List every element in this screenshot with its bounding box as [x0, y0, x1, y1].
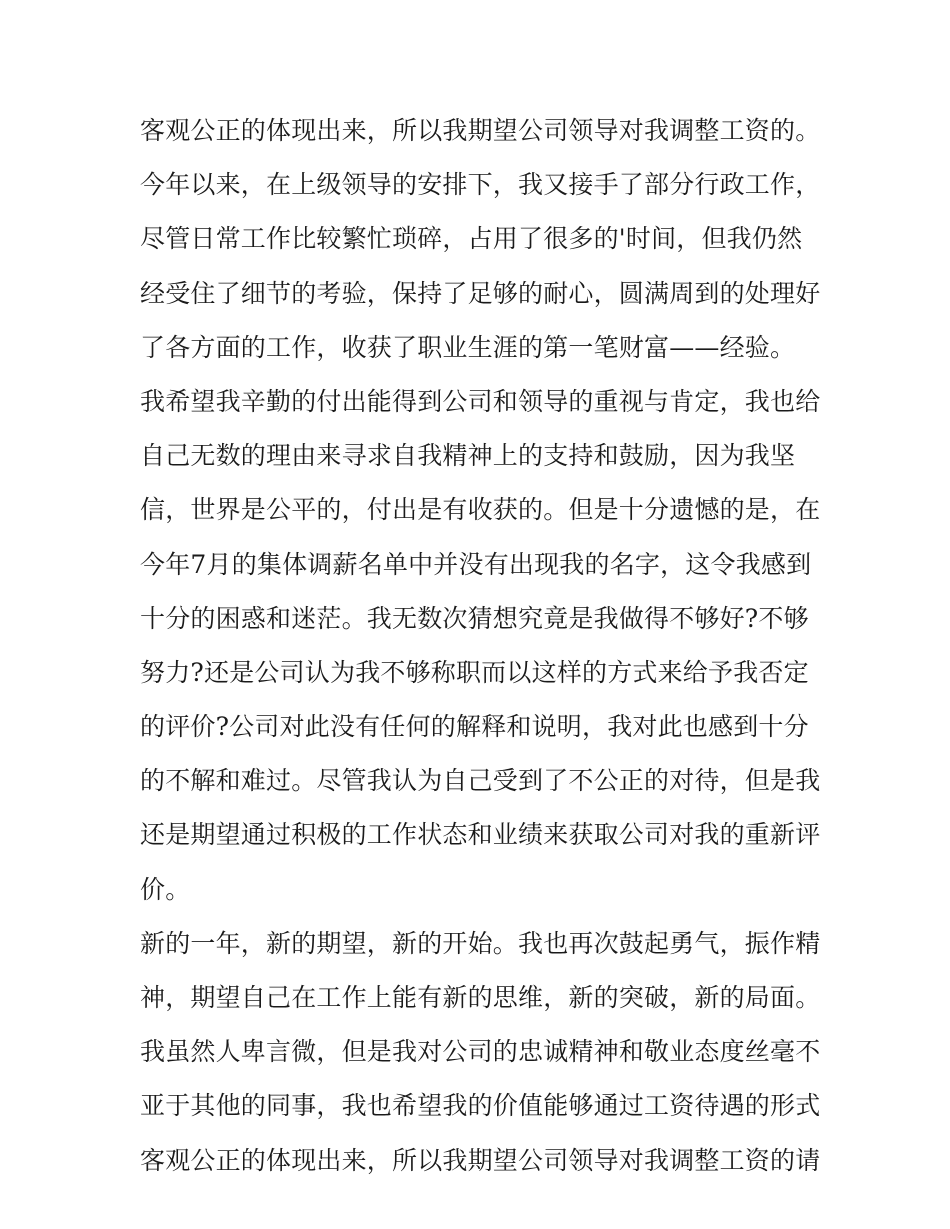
text-line: 我虽然人卑言微，但是我对公司的忠诚精神和敬业态度丝毫不 [140, 1037, 821, 1067]
text-line: 尽管日常工作比较繁忙琐碎，占用了很多的'时间，但我仍然 [140, 224, 803, 254]
text-line: 亚于其他的同事，我也希望我的价值能够通过工资待遇的形式 [140, 1091, 821, 1121]
text-line: 努力?还是公司认为我不够称职而以这样的方式来给予我否定 [140, 657, 809, 687]
text-line: 客观公正的体现出来，所以我期望公司领导对我调整工资的请 [140, 1145, 821, 1175]
text-line: 今年以来，在上级领导的安排下，我又接手了部分行政工作， [140, 170, 821, 200]
text-line: 今年7月的集体调薪名单中并没有出现我的名字，这令我感到 [140, 549, 812, 579]
text-line: 还是期望通过积极的工作状态和业绩来获取公司对我的重新评 [140, 820, 821, 850]
text-line: 客观公正的体现出来，所以我期望公司领导对我调整工资的。 [140, 116, 821, 145]
text-line: 的不解和难过。尽管我认为自己受到了不公正的对待，但是我 [140, 766, 821, 796]
text-line: 十分的困惑和迷茫。我无数次猜想究竟是我做得不够好?不够 [140, 603, 809, 633]
body-text [140, 104, 830, 1188]
text-line: 神，期望自己在工作上能有新的思维，新的突破，新的局面。 [140, 983, 821, 1012]
text-line: 信，世界是公平的，付出是有收获的。但是十分遗憾的是，在 [140, 495, 821, 525]
text-line: 的评价?公司对此没有任何的解释和说明，我对此也感到十分 [140, 712, 809, 742]
text-line: 了各方面的工作，收获了职业生涯的第一笔财富——经验。 [140, 332, 796, 362]
text-line: 新的一年，新的期望，新的开始。我也再次鼓起勇气，振作精 [140, 928, 821, 958]
text-line: 自己无数的理由来寻求自我精神上的支持和鼓励，因为我坚 [140, 441, 796, 471]
text-line: 我希望我辛勤的付出能得到公司和领导的重视与肯定，我也给 [140, 386, 821, 416]
text-line: 经受住了细节的考验，保持了足够的耐心，圆满周到的处理好 [140, 278, 821, 308]
text-line: 价。 [140, 874, 191, 904]
